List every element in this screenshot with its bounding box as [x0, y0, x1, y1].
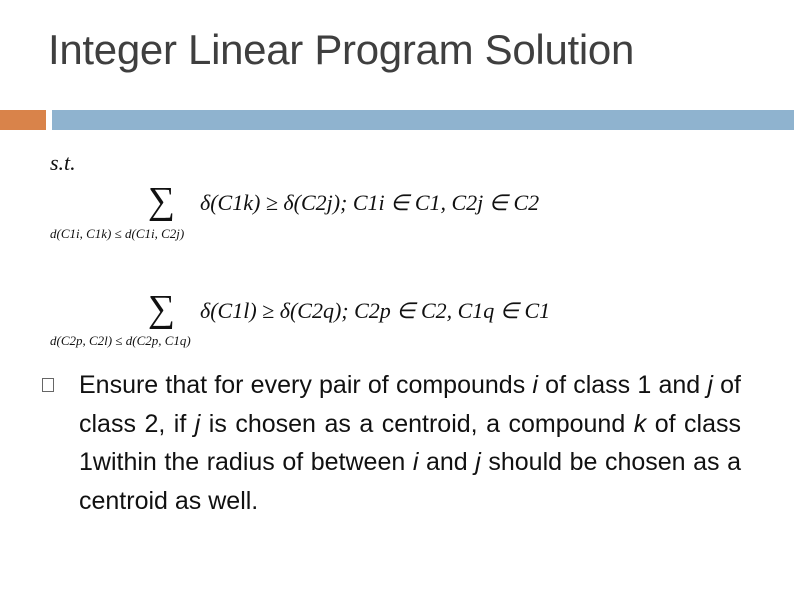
constraint-2-subscript: d(C2p, C2l) ≤ d(C2p, C1q): [50, 333, 191, 348]
such-that-label: s.t.: [50, 150, 76, 175]
summation-symbol-1: ∑: [148, 180, 176, 222]
constraint-2-expression: δ(C1l) ≥ δ(C2q); C2p ∈ C2, C1q ∈ C1: [200, 298, 551, 323]
bullet-square-icon: [42, 378, 54, 392]
header-bar: [52, 110, 794, 130]
constraint-1-subscript: d(C1i, C1k) ≤ d(C1i, C2j): [50, 226, 185, 241]
bullet-text: Ensure that for every pair of compounds i of class 1 and j of class 2, if j is chosen as a centroid, a compound k of class 1within the radius of between i and j should be chosen as a centroid as well.: [79, 371, 742, 515]
constraint-1-expression: δ(C1k) ≥ δ(C2j); C1i ∈ C1, C2j ∈ C2: [200, 190, 540, 215]
summation-symbol-2: ∑: [148, 288, 176, 330]
accent-bar: [0, 110, 46, 130]
slide-title: Integer Linear Program Solution: [48, 26, 635, 73]
